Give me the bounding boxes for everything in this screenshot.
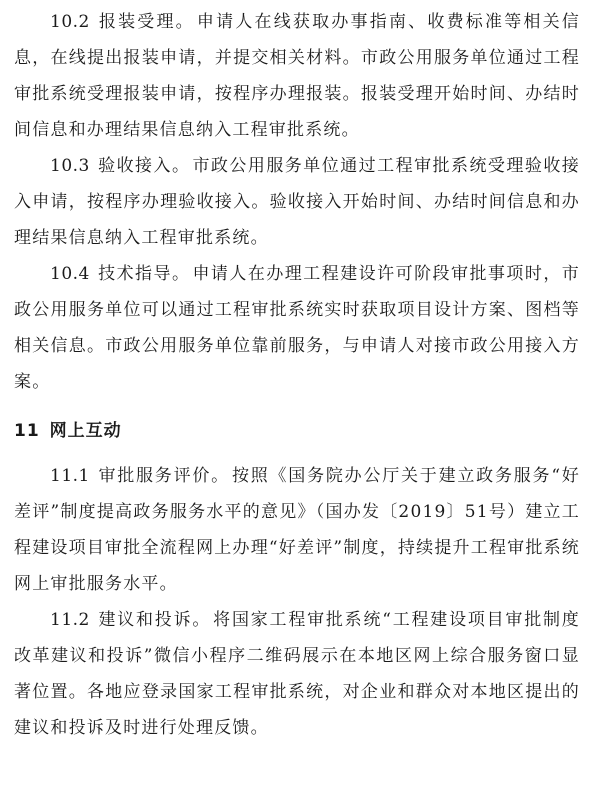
clause-title: 技术指导。 — [97, 264, 191, 284]
clause-number: 10.3 — [50, 156, 90, 176]
clause-title: 审批服务评价。 — [97, 466, 230, 486]
clause-title: 建议和投诉。 — [97, 610, 212, 630]
paragraph-10-2 — [14, 4, 580, 148]
clause-number: 11.1 — [50, 466, 90, 486]
clause-title: 报装受理。 — [97, 12, 195, 32]
paragraph-10-4 — [14, 256, 580, 400]
clause-body: 申请人在办理工程建设许可阶段审批事项时，市政公用服务单位可以通过工程审批系统实时获取项目设计方案、图档等相关信息。市政公用服务单位靠前服务，与申请人对接市政公用接入方案。 — [14, 264, 581, 392]
clause-number: 10.2 — [50, 12, 90, 32]
section-title: 网上互动 — [49, 421, 122, 441]
clause-body: 市政公用服务单位通过工程审批系统受理验收接入申请，按程序办理验收接入。验收接入开始时间、办结时间信息和办理结果信息纳入工程审批系统。 — [14, 156, 581, 248]
paragraph-10-3 — [14, 148, 580, 256]
clause-number: 10.4 — [50, 264, 90, 284]
paragraph-11-1 — [14, 458, 580, 602]
clause-number: 11.2 — [50, 610, 90, 630]
clause-body: 将国家工程审批系统“工程建设项目审批制度改革建议和投诉”微信小程序二维码展示在本地区网上综合服务窗口显著位置。各地应登录国家工程审批系统，对企业和群众对本地区提出的建议和投诉及时进行处理反馈。 — [14, 610, 580, 738]
section-heading-11 — [14, 412, 580, 450]
clause-body: 申请人在线获取办事指南、收费标准等相关信息，在线提出报装申请，并提交相关材料。市政公用服务单位通过工程审批系统受理报装申请，按程序办理报装。报装受理开始时间、办结时间信息和办理结果信息纳入工程审批系统。 — [14, 12, 581, 140]
clause-body: 按照《国务院办公厅关于建立政务服务“好差评”制度提高政务服务水平的意见》（国办发〔2019〕51号）建立工程建设项目审批全流程网上办理“好差评”制度，持续提升工程审批系统网上审批服务水平。 — [14, 466, 580, 594]
section-number: 11 — [14, 421, 40, 441]
paragraph-11-2 — [14, 602, 580, 746]
clause-title: 验收接入。 — [97, 156, 191, 176]
